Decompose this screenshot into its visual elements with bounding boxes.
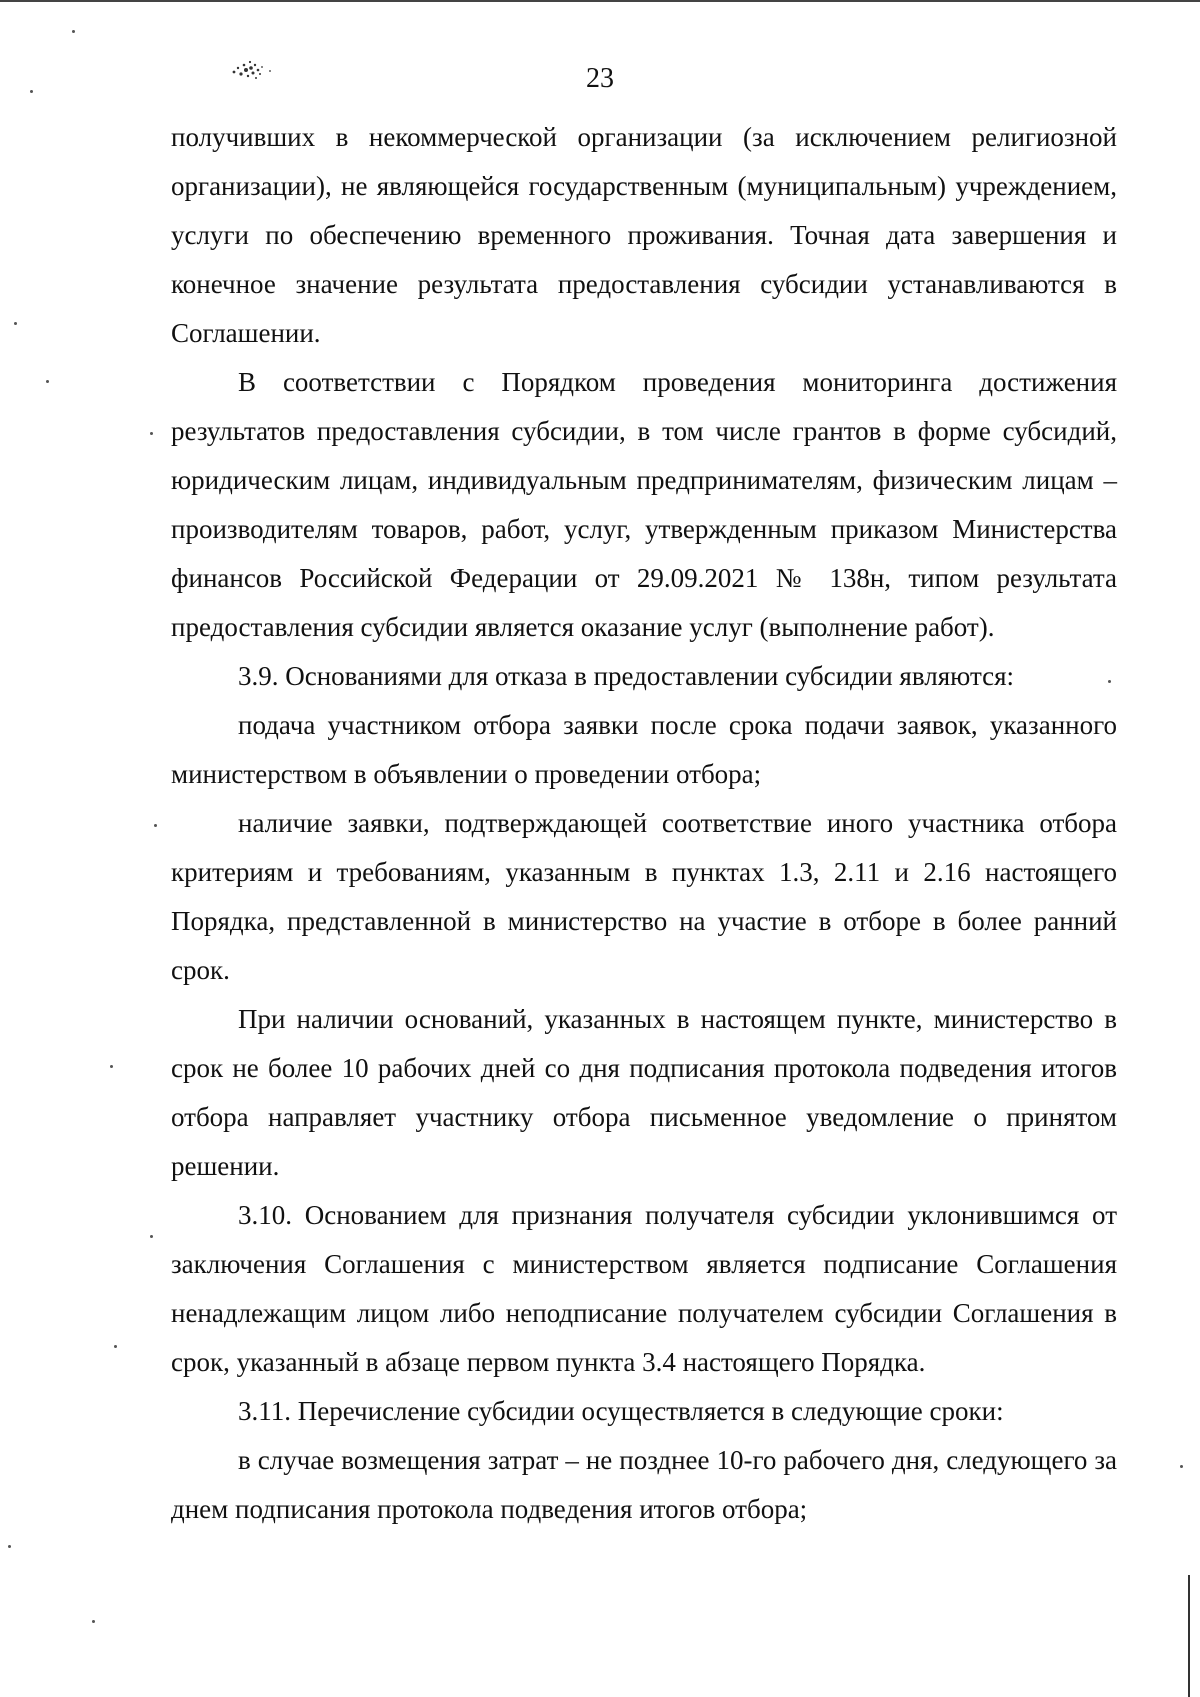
paragraph-section-3-11: 3.11. Перечисление субсидии осуществляется в следующие сроки: (238, 1396, 1004, 1426)
scan-speck (110, 1065, 113, 1068)
paragraph-continuation: получивших в некоммерческой организации (за исключением религиозной организации), не являющейся государственным (муниципальным) учреждением, услуги по обеспечению временного проживания. Точная дата завершения и конечное значение результата предоставления субсидии устанавливаются в Соглашении. (171, 122, 1117, 348)
scan-speck (30, 90, 33, 93)
scan-speck (92, 1620, 95, 1623)
stamp-smudge-icon (226, 56, 276, 86)
scan-speck (150, 432, 153, 435)
scan-speck (46, 380, 49, 383)
paragraph-refusal-earlier-application: наличие заявки, подтверждающей соответствие иного участника отбора критериям и требованиям, указанным в пунктах 1.3, 2.11 и 2.16 настоящего Порядка, представленной в министерство на участие в отборе в более ранний срок. (171, 808, 1117, 985)
paragraph-refusal-notification: При наличии оснований, указанных в настоящем пункте, министерство в срок не более 10 рабочих дней со дня подписания протокола подведения итогов отбора направляет участнику отбора письменное уведомление о принятом решении. (171, 1004, 1117, 1181)
scan-speck (8, 1545, 11, 1548)
paragraph-refusal-late-application: подача участником отбора заявки после срока подачи заявок, указанного министерством в объявлении о проведении отбора; (171, 710, 1117, 789)
document-body (171, 113, 1117, 1534)
paragraph-cost-reimbursement-term: в случае возмещения затрат – не позднее 10-го рабочего дня, следующего за днем подписания протокола подведения итогов отбора; (171, 1445, 1117, 1524)
paragraph-monitoring-procedure: В соответствии с Порядком проведения мониторинга достижения результатов предоставления субсидии, в том числе грантов в форме субсидий, юридическим лицам, индивидуальным предпринимателям, физическим лицам – производителям товаров, работ, услуг, утвержденным приказом Министерства финансов Российской Федерации от 29.09.2021 № 138н, типом результата предоставления субсидии является оказание услуг (выполнение работ). (171, 367, 1117, 642)
scan-speck (154, 824, 157, 827)
scan-speck (150, 1235, 153, 1238)
scan-speck (114, 1345, 117, 1348)
scan-speck (1180, 1465, 1183, 1468)
paragraph-section-3-9: 3.9. Основаниями для отказа в предоставлении субсидии являются: (238, 661, 1014, 691)
scan-speck (72, 30, 75, 33)
paragraph-section-3-10: 3.10. Основанием для признания получателя субсидии уклонившимся от заключения Соглашения с министерством является подписание Соглашения ненадлежащим лицом либо неподписание получателем субсидии Соглашения в срок, указанный в абзаце первом пункта 3.4 настоящего Порядка. (171, 1200, 1117, 1377)
scan-speck (14, 322, 17, 325)
scan-top-edge-line (0, 0, 1200, 2)
scan-right-edge-line (1188, 1575, 1190, 1697)
page-number: 23 (586, 63, 614, 94)
scan-speck (1108, 680, 1111, 683)
